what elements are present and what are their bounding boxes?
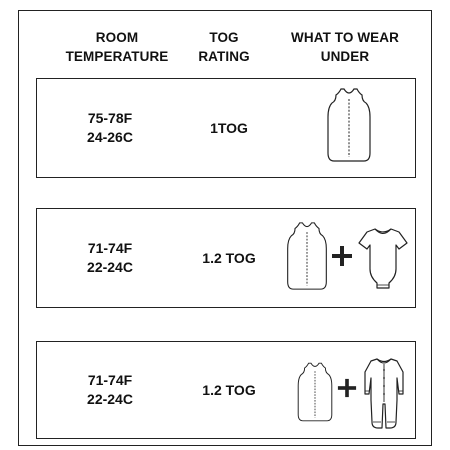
- tog-rating: 1.2 TOG: [202, 382, 256, 398]
- tog-rating: 1.2 TOG: [202, 250, 256, 266]
- sleep-sack-icon: [284, 219, 330, 293]
- header-what-to-wear: [280, 28, 410, 66]
- temperature-fahrenheit: 71-74F: [87, 372, 133, 388]
- temperature-fahrenheit: 75-78F: [87, 110, 133, 126]
- header-wear-line1: WHAT TO WEAR: [291, 30, 399, 45]
- table-row: [36, 341, 416, 439]
- header-room-temperature: [62, 28, 172, 66]
- header-tog-rating: [184, 28, 264, 66]
- header-room-line2: TEMPERATURE: [65, 49, 169, 64]
- plus-icon: [337, 378, 357, 403]
- plus-icon: [331, 245, 353, 272]
- temperature-celsius: 24-26C: [87, 129, 133, 145]
- short-sleeve-bodysuit-icon: [357, 225, 409, 291]
- temperature-celsius: 22-24C: [87, 259, 133, 275]
- table-row: [36, 208, 416, 308]
- room-temperature: [37, 371, 183, 409]
- table-row: [36, 78, 416, 178]
- temperature-fahrenheit: 71-74F: [87, 240, 133, 256]
- room-temperature: [37, 239, 183, 277]
- sleep-sack-icon: [295, 358, 335, 426]
- tog-rating: 1TOG: [210, 120, 248, 136]
- temperature-celsius: 22-24C: [87, 391, 133, 407]
- header-tog-line1: TOG: [209, 30, 239, 45]
- room-temperature: [37, 109, 183, 147]
- footed-sleeper-icon: [363, 356, 405, 432]
- sleep-sack-icon: [324, 87, 374, 163]
- header-wear-line2: UNDER: [320, 49, 370, 64]
- header-room-line1: ROOM: [95, 30, 139, 45]
- header-tog-line2: RATING: [198, 49, 250, 64]
